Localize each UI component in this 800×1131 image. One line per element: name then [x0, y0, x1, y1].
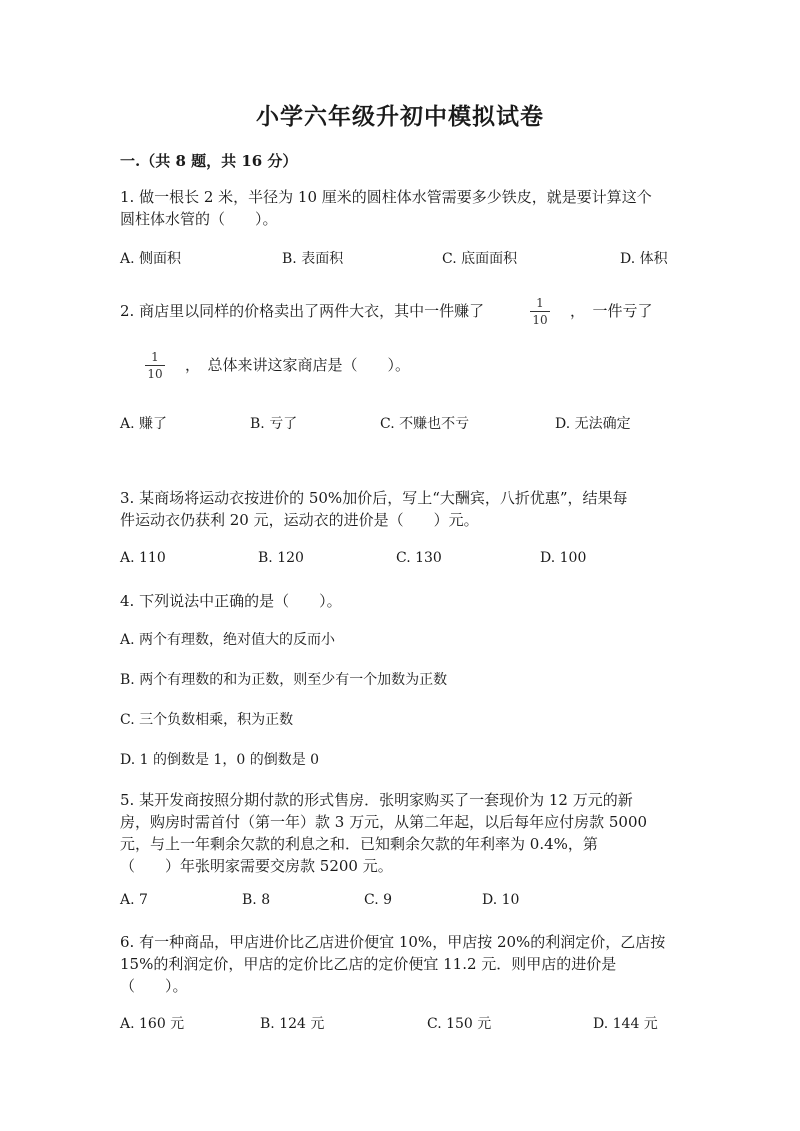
q1-option-b: B. 表面积: [282, 251, 344, 267]
q2-stem-part1: 2. 商店里以同样的价格卖出了两件大衣，其中一件赚了: [120, 302, 485, 320]
q2-stem-part3: ， 总体来讲这家商店是（ ）。: [185, 356, 411, 374]
q2-fraction-2-denominator: 10: [147, 367, 163, 381]
q2-option-a: A. 赚了: [120, 416, 168, 432]
q5-stem-line4: （ ）年张明家需要交房款 5200 元。: [120, 857, 393, 875]
q3-option-d: D. 100: [540, 550, 587, 566]
q5-stem-line2: 房，购房时需首付（第一年）款 3 万元，从第二年起，以后每年应付房款 5000: [120, 813, 648, 831]
q6-stem-line2: 15%的利润定价，甲店的定价比乙店的定价便宜 11.2 元．则甲店的进价是: [120, 955, 617, 973]
q4-option-c: C. 三个负数相乘，积为正数: [120, 712, 294, 728]
q6-option-a: A. 160 元: [120, 1016, 185, 1032]
q1-option-a: A. 侧面积: [120, 251, 182, 267]
q3-stem-line1: 3. 某商场将运动衣按进价的 50%加价后，写上“大酬宾，八折优惠”，结果每: [120, 489, 628, 507]
q3-stem-line2: 件运动衣仍获利 20 元，运动衣的进价是（ ）元。: [120, 511, 479, 529]
q2-option-d: D. 无法确定: [555, 416, 631, 432]
q4-option-d: D. 1 的倒数是 1，0 的倒数是 0: [120, 752, 320, 768]
q5-option-b: B. 8: [242, 892, 271, 908]
q5-option-d: D. 10: [482, 892, 520, 908]
section-heading: 一.（共 8 题，共 16 分）: [120, 152, 298, 170]
q4-stem: 4. 下列说法中正确的是（ ）。: [120, 592, 342, 610]
q2-fraction-1-numerator: 1: [536, 296, 544, 310]
q1-stem-line1: 1. 做一根长 2 米，半径为 10 厘米的圆柱体水管需要多少铁皮，就是要计算这个: [120, 188, 652, 206]
q2-fraction-1-denominator: 10: [532, 313, 548, 327]
q5-option-c: C. 9: [364, 892, 393, 908]
q6-option-d: D. 144 元: [593, 1016, 658, 1032]
q2-fraction-1: [530, 296, 550, 327]
q2-fraction-2: [145, 350, 165, 381]
q5-option-a: A. 7: [120, 892, 148, 908]
q6-stem-line3: （ ）。: [120, 977, 188, 995]
q2-stem-part2: ， 一件亏了: [570, 302, 653, 320]
q3-option-c: C. 130: [396, 550, 442, 566]
fraction-bar: [530, 311, 550, 312]
q3-option-a: A. 110: [120, 550, 166, 566]
fraction-bar: [145, 365, 165, 366]
q6-option-b: B. 124 元: [260, 1016, 325, 1032]
q6-option-c: C. 150 元: [427, 1016, 492, 1032]
q2-option-b: B. 亏了: [250, 416, 298, 432]
q2-option-c: C. 不赚也不亏: [380, 416, 470, 432]
q1-stem-line2: 圆柱体水管的（ ）。: [120, 210, 278, 228]
q1-option-d: D. 体积: [620, 251, 668, 267]
page-title: 小学六年级升初中模拟试卷: [256, 103, 544, 130]
q4-option-b: B. 两个有理数的和为正数，则至少有一个加数为正数: [120, 672, 448, 688]
q6-stem-line1: 6. 有一种商品，甲店进价比乙店进价便宜 10%，甲店按 20%的利润定价，乙店按: [120, 933, 666, 951]
q3-option-b: B. 120: [258, 550, 304, 566]
q1-option-c: C. 底面面积: [442, 251, 518, 267]
q5-stem-line1: 5. 某开发商按照分期付款的形式售房．张明家购买了一套现价为 12 万元的新: [120, 791, 633, 809]
q2-fraction-2-numerator: 1: [151, 350, 159, 364]
q5-stem-line3: 元，与上一年剩余欠款的利息之和．已知剩余欠款的年利率为 0.4%，第: [120, 835, 598, 853]
q4-option-a: A. 两个有理数，绝对值大的反而小: [120, 632, 336, 648]
